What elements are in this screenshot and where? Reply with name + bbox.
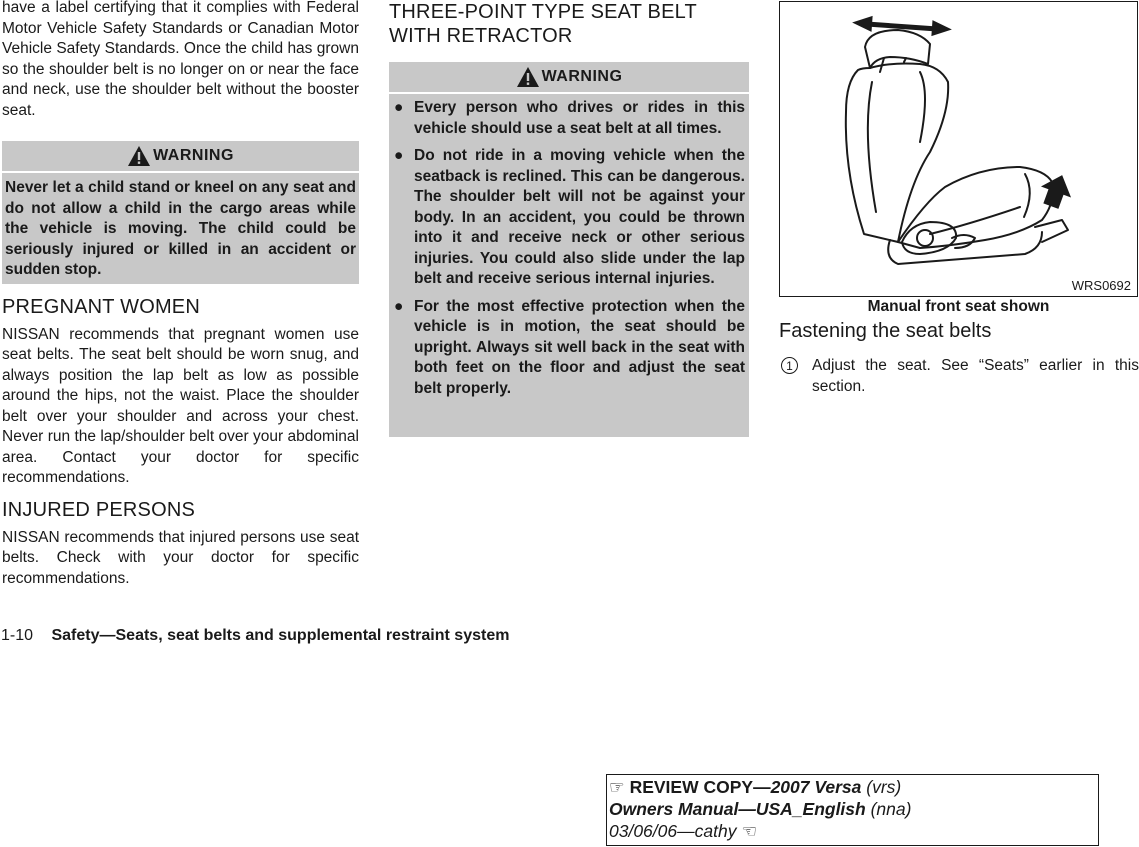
bullet-icon: ● <box>394 297 404 315</box>
height-arrow-icon <box>1036 170 1077 212</box>
pregnant-heading: PREGNANT WOMEN <box>2 295 200 318</box>
injured-heading: INJURED PERSONS <box>2 498 196 521</box>
pointing-hand-left-icon: ☜ <box>741 821 758 841</box>
figure-code: WRS0692 <box>1071 278 1131 293</box>
review-copy-box <box>606 774 1099 846</box>
seatbelt-heading <box>389 0 749 48</box>
pointing-hand-right-icon: ☞ <box>609 777 625 797</box>
warning-item: ● For the most effective protection when the vehicle is in motion, the seat should be upright. Always sit well back in the seat with both feet on the floor and adjust the seat belt properly. <box>394 297 745 397</box>
seat-illustration <box>780 2 1137 296</box>
warning-triangle-icon <box>516 66 540 88</box>
warning-item: ● Do not ride in a moving vehicle when the seatback is reclined. This can be dangerous. The shoulder belt will not be against your body. In an accident, you could be thrown into it and receive neck or other serious injuries. You could also slide under the lap belt and receive serious internal injuries. <box>394 147 745 287</box>
page-number: 1-10 <box>1 627 34 644</box>
warning-header <box>389 62 749 92</box>
step-1 <box>779 356 1139 397</box>
child-warning-box <box>2 141 359 284</box>
intro-paragraph: have a label certifying that it complies with Federal Motor Vehicle Safety Standards or Canadian Motor Vehicle Safety Standards. Once the child has grown so the shoulder belt is no longer on or near the face and neck, use the shoulder belt without the booster seat. <box>2 0 359 119</box>
column-1 <box>2 0 359 589</box>
column-2 <box>389 0 749 437</box>
warning-list <box>389 98 749 399</box>
figure-caption: Manual front seat shown <box>867 298 1050 315</box>
warning-label: WARNING <box>153 147 234 164</box>
model-name: 2007 Versa <box>770 777 862 797</box>
fastening-heading: Fastening the seat belts <box>779 320 992 342</box>
seatbelt-heading-line1: THREE-POINT TYPE SEAT BELT <box>389 1 697 23</box>
step-number-badge: 1 <box>781 357 798 374</box>
warning-item: ● Every person who drives or rides in this vehicle should use a seat belt at all times. <box>394 99 745 137</box>
step-text: Adjust the seat. See “Seats” earlier in this section. <box>812 357 1139 395</box>
review-label: REVIEW COPY— <box>629 777 771 797</box>
seatbelt-warning-box <box>389 62 749 437</box>
warning-header <box>2 141 359 171</box>
model-code: (vrs) <box>866 777 902 797</box>
injured-paragraph: NISSAN recommends that injured persons use seat belts. Check with your doctor for specific recommendations. <box>2 528 359 587</box>
manual-code: (nna) <box>870 799 912 819</box>
bullet-icon: ● <box>394 147 404 164</box>
bullet-icon: ● <box>394 99 404 116</box>
seat-figure <box>779 1 1138 297</box>
page-footer <box>1 627 509 645</box>
warning-text: Never let a child stand or kneel on any seat and do not allow a child in the cargo areas while the vehicle is moving. The child could be seriously injured or killed in an accident or sudden stop. <box>5 179 356 278</box>
manual-name: Owners Manual—USA_English <box>609 799 866 819</box>
seatbelt-heading-line2: WITH RETRACTOR <box>389 25 573 47</box>
slide-arrow-icon <box>852 15 953 38</box>
pregnant-paragraph: NISSAN recommends that pregnant women use seat belts. The seat belt should be worn snug, and always position the lap belt as low as possible around the hips, not the waist. Place the shoulder belt over your shoulder and across your chest. Never run the lap/shoulder belt over your abdominal area. Contact your doctor for specific recommendations. <box>2 325 359 486</box>
review-date: 03/06/06—cathy <box>609 821 737 841</box>
section-title: Safety—Seats, seat belts and supplemental restraint system <box>51 627 510 644</box>
warning-triangle-icon <box>127 145 151 167</box>
warning-label: WARNING <box>541 68 623 85</box>
